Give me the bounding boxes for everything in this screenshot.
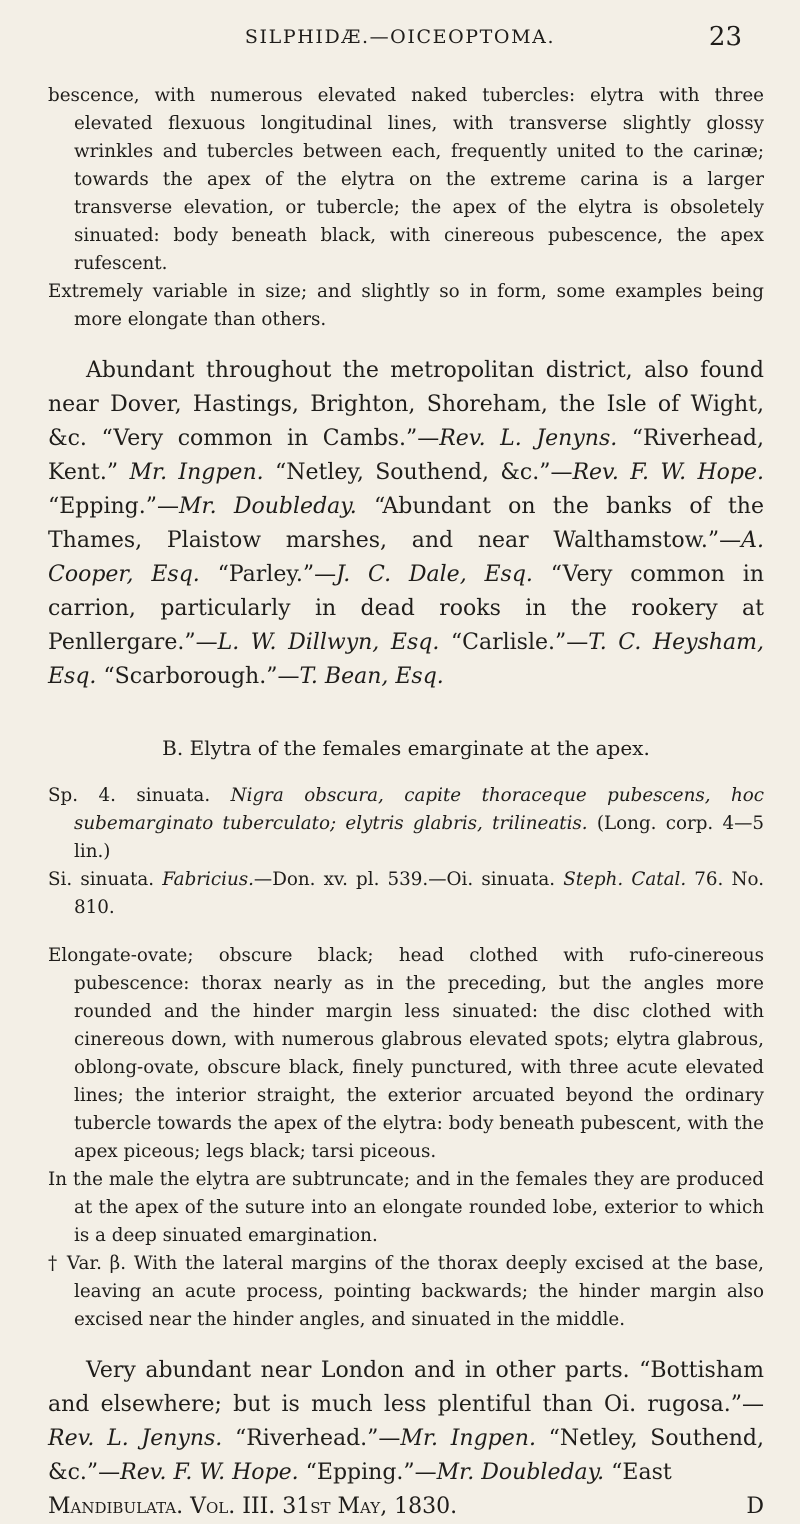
text-run: Abundant throughout the metropolitan district, also found near Dover, Hastings, Brighton, Shoreham, the Isle of Wight, &c. “Very common in Cambs.”— xyxy=(48,358,764,451)
description-continued: bescence, with numerous elevated naked tubercles: elytra with three elevated flexuous longitudinal lines, with transverse slightly glossy wrinkles and tubercles between each, frequently united to the carinæ; towards the apex of the elytra on the extreme carina is a larger transverse elevation, or tubercle; the apex of the elytra is obsoletely sinuated: body beneath black, with cinereous pubescence, the apex rufescent. xyxy=(48,85,764,274)
text-run: “Parley.”— xyxy=(199,562,337,587)
authority: Rev. L. Jenyns. xyxy=(439,426,618,451)
text-run: “Netley, Southend, &c.”— xyxy=(48,1426,765,1485)
synonym: Si. sinuata. xyxy=(48,869,155,890)
localities-paragraph-2 xyxy=(48,1354,764,1490)
page-header xyxy=(0,20,800,54)
authority: Rev. L. Jenyns. xyxy=(48,1426,223,1451)
species-diagnosis xyxy=(48,782,764,866)
text-run: “Riverhead, Kent.” xyxy=(48,426,764,485)
localities-paragraph xyxy=(48,354,764,694)
text-run: Very abundant near London and in other parts. “Bottisham and elsewhere; but is much less plentiful than Oi. rugosa.”— xyxy=(48,1358,764,1417)
text-run: “Abundant on the banks of the Thames, Plaistow marshes, and near Walthamstow.”— xyxy=(48,494,764,553)
authority: Rev. F. W. Hope. xyxy=(120,1460,299,1485)
latin-diagnosis: Nigra obscura, capite thoraceque pubescens, hoc subemarginato tuberculato; elytris glabris, trilineatis. xyxy=(74,785,765,834)
page-body xyxy=(48,82,764,1524)
synonym-catalogue: Steph. Catal. xyxy=(563,869,687,890)
synonym-number: 76. No. 810. xyxy=(74,869,765,918)
imprint: Mandibulata. Vol. III. 31st May, 1830. xyxy=(48,1494,458,1519)
authority: Mr. Doubleday. xyxy=(179,494,357,519)
species-synonymy xyxy=(48,866,764,922)
text-run: “East xyxy=(604,1460,672,1485)
text-run: “Riverhead.”— xyxy=(222,1426,401,1451)
authority: Mr. Ingpen. xyxy=(129,460,264,485)
body-length: (Long. corp. 4—5 lin.) xyxy=(74,813,764,862)
variety-beta: † Var. β. With the lateral margins of the thorax deeply excised at the base, leaving an acute process, pointing backwards; the hinder margin also excised near the hinder angles, and sinuated in the middle. xyxy=(48,1253,764,1330)
text-run: “Carlisle.”— xyxy=(439,630,589,655)
species-number: Sp. 4. xyxy=(48,785,116,806)
species-name: sinuata. xyxy=(136,785,211,806)
authority: A. Cooper, Esq. xyxy=(48,528,764,587)
section-b-heading: B. Elytra of the females emarginate at the apex. xyxy=(162,736,650,760)
text-run: “Netley, Southend, &c.”— xyxy=(263,460,573,485)
text-run: “Very common in carrion, particularly in dead rooks in the rookery at Penllergare.”— xyxy=(48,562,764,655)
variability-note: Extremely variable in size; and slightly so in form, some examples being more elongate than others. xyxy=(48,281,764,330)
page-footer xyxy=(48,1490,764,1524)
authority: Mr. Doubleday. xyxy=(436,1460,605,1485)
authority: L. W. Dillwyn, Esq. xyxy=(217,630,440,655)
synonym-refs: —Don. xv. pl. 539.—Oi. sinuata. xyxy=(253,869,556,890)
synonym-author: Fabricius. xyxy=(162,869,254,890)
text-run: “Epping.”— xyxy=(298,1460,437,1485)
text-run: “Epping.”— xyxy=(48,494,180,519)
authority: Rev. F. W. Hope. xyxy=(572,460,764,485)
text-run: “Scarborough.”— xyxy=(96,664,300,689)
species-description: Elongate-ovate; obscure black; head clothed with rufo-cinereous pubescence: thorax nearly as in the preceding, but the angles more rounded and the hinder margin less sinuated: the disc clothed with cinereous down, with numerous glabrous elevated spots; elytra glabrous, oblong-ovate, obscure black, finely punctured, with three acute elevated lines; the interior straight, the exterior arcuated beyond the ordinary tubercle towards the apex of the elytra: body beneath pubescent, with the apex piceous; legs black; tarsi piceous. xyxy=(48,945,764,1162)
authority: J. C. Dale, Esq. xyxy=(336,562,533,587)
authority: Mr. Ingpen. xyxy=(400,1426,536,1451)
authority: T. Bean, Esq. xyxy=(299,664,444,689)
authority: T. C. Heysham, Esq. xyxy=(48,630,764,689)
sexual-differences: In the male the elytra are subtruncate; and in the females they are produced at the apex of the suture into an elongate rounded lobe, exterior to which is a deep sinuated emargination. xyxy=(48,1169,764,1246)
running-title: SILPHIDÆ.—OICEOPTOMA. xyxy=(244,26,556,48)
signature-mark: D xyxy=(746,1494,764,1519)
page-number: 23 xyxy=(708,22,742,52)
